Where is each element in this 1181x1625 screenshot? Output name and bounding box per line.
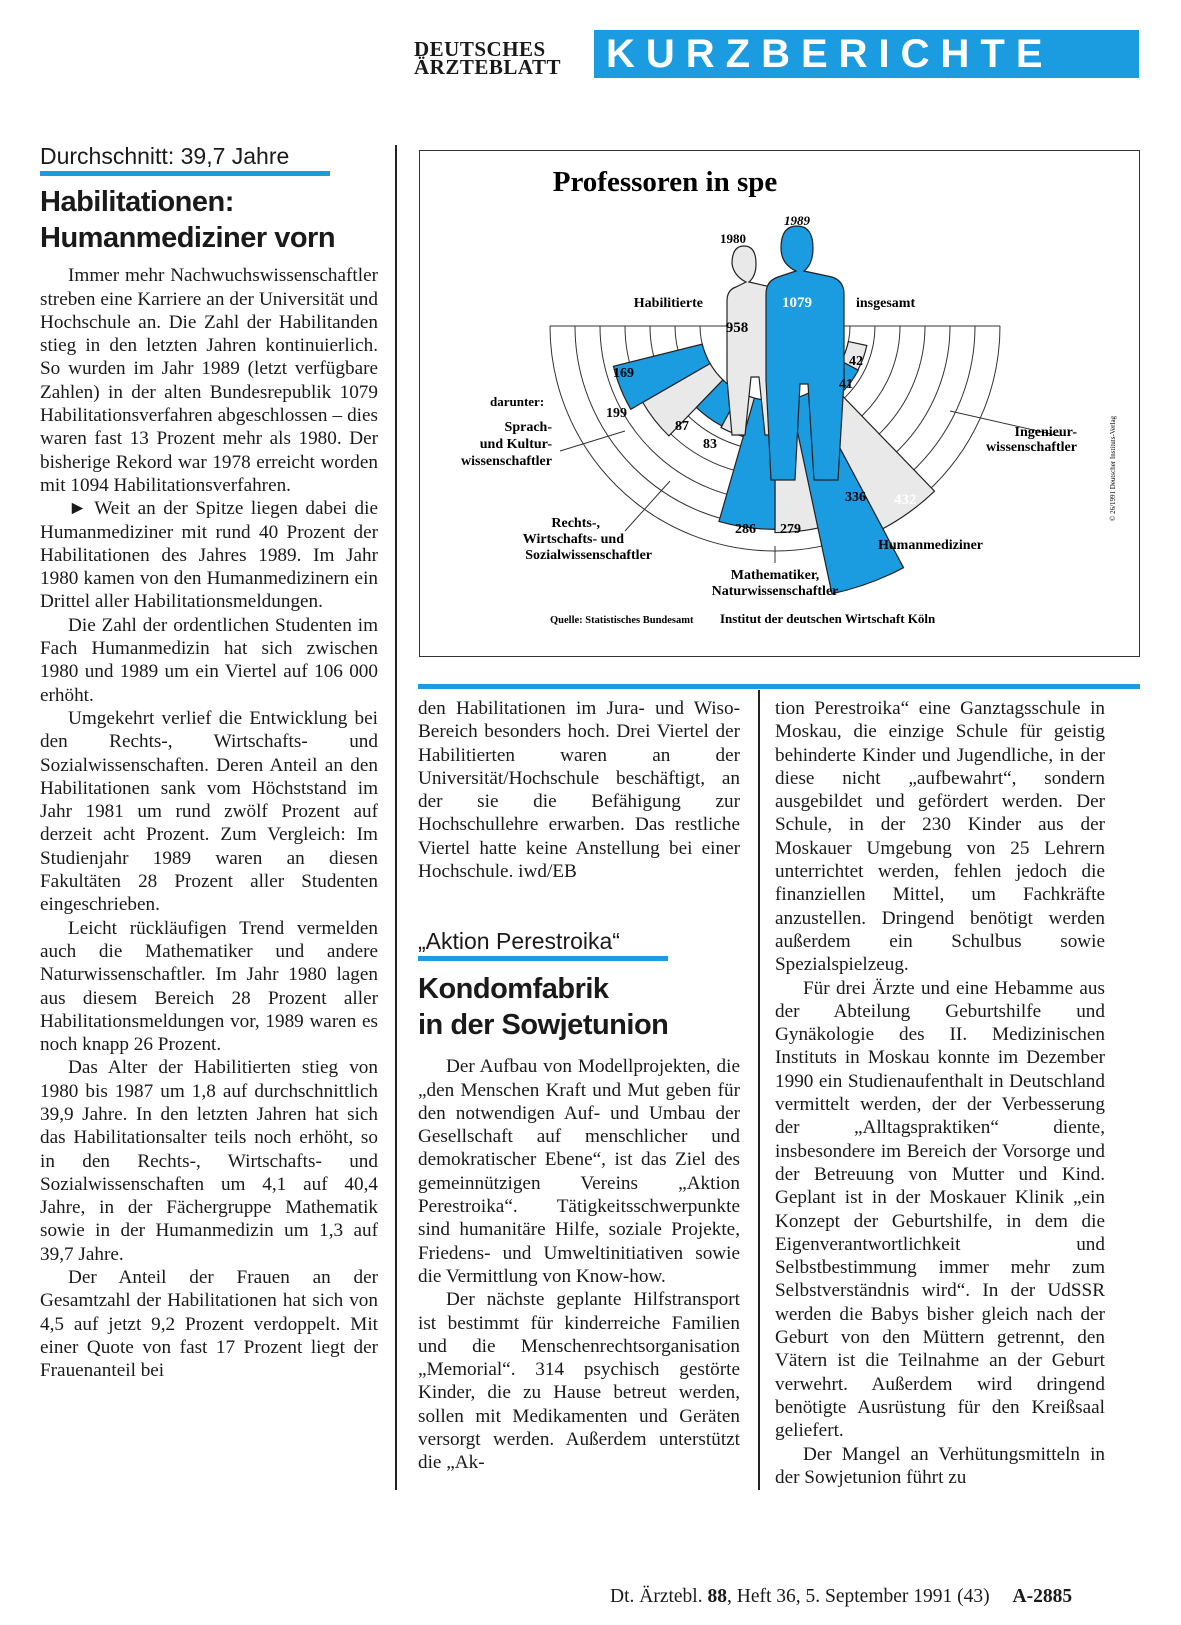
article2-paragraph: tion Perestroika“ eine Ganztagsschule in Moskau, die einzige Schule für geistig behinderte Kinder und Jugendliche, in der diese nicht „aufbewahrt“, sondern ausgebildet und gefördert werden. Der Schule, in der 230 Kinder aus der Moskauer Umgebung von 25 Lehrern unterrichtet werden, fehlen jedoch die finanziellen Mittel, um Fachkräfte anzustellen. Dringend benötigt werden außerdem ein Schulbus sowie Spezialspielzeug. [775,698,1105,976]
article1-column [40,145,378,1383]
year-1980-label: 1980 [720,231,746,246]
value-label: 41 [839,377,853,392]
year-1989-label: 1989 [784,213,810,228]
total-1980-value: 958 [725,320,749,336]
journal-masthead [414,37,578,79]
insgesamt-label: insgesamt [856,296,916,311]
value-label: 432 [894,492,917,508]
section-banner: KURZBERICHTE [594,30,1139,78]
chart-title: Professoren in spe [552,166,778,198]
column-divider [758,690,760,1490]
footer-volume: 88 [707,1586,727,1607]
value-label: 199 [606,406,627,421]
article2-column-right [775,697,1105,1489]
article1-paragraph: Leicht rückläufigen Trend vermelden auch die Mathematiker und andere Naturwissenschaftler. Im Jahr 1980 lagen aus diesem Bereich 28 Prozent aller Habilitationsmeldungen vor, 1989 waren es noch knapp 26 Prozent. [40,917,378,1056]
chart-source: Quelle: Statistisches Bundesamt [550,615,694,626]
radial-chart [420,151,1138,655]
article1-paragraph: Der Anteil der Frauen an der Gesamtzahl der Habilitationen hat sich von 4,5 auf jetzt 9,2 Prozent verdoppelt. Mit einer Quote von fast 17 Prozent liegt der Frauenanteil bei [40,1267,378,1382]
article2-kicker: „Aktion Perestroika“ [418,928,620,954]
article1-kicker: Durchschnitt: 39,7 Jahre [40,143,290,169]
article2-paragraph: Für drei Ärzte und eine Hebamme aus der Abteilung Geburtshilfe und Gynäkologie des II. Medizinischen Instituts in Moskau konnte im Dezember 1990 ein Studienaufenthalt in Deutschland vermittelt werden, der der Verbesserung der „Alltagspraktiken“ diente, insbesondere im Bereich der Vorsorge und der Betreuung von Mutter und Kind. Geplant ist in der Moskauer Klinik „ein Konzept der Geburtshilfe, in dem die Eigenverantwortlichkeit und Selbstbestimmung immer mehr zum Selbstverständnis wird“. In der UdSSR werden die Babys bisher gleich nach der Geburt von den Müttern getrennt, den Vätern ist die Teilnahme an der Geburt verwehrt. Außerdem wird dringend benötigte Ausrüstung für den Kreißsaal geliefert. [775,977,1105,1442]
value-label: 87 [675,419,689,434]
infographic-box [419,150,1140,657]
page-footer [610,1586,1072,1608]
footer-journal: Dt. Ärztebl. [610,1586,703,1607]
article2-paragraph: Der Mangel an Verhütungsmitteln in der Sowjetunion führt zu [775,1443,1105,1488]
habilitierte-label: Habilitierte [633,296,703,311]
article1-headline-line1: Habilitationen: [40,186,234,219]
value-label: 286 [735,522,756,537]
category-label-sprach: Sprach-und Kultur-wissenschaftler [461,420,552,469]
article1-paragraph: Umgekehrt verlief die Entwicklung bei den Rechts-, Wirtschafts- und Sozialwissenschaften. Deren Anteil an den Habilitationen sank vom Höchststand im Jahr 1981 um rund zwölf Prozent auf derzeit acht Prozent. Zum Vergleich: Im Studienjahr 1989 waren an diesen Fakultäten 28 Prozent aller Studenten eingeschrieben. [40,707,378,916]
total-1989-value: 1079 [782,295,812,311]
article2-headline-line2: in der Sowjetunion [418,1009,669,1042]
leader-line [625,481,670,531]
category-label-human: Humanmediziner [878,538,983,553]
category-label-mathe: Mathematiker, Naturwissenschaftler [711,568,839,599]
article1-continuation [418,697,740,883]
chart-publisher: Institut der deutschen Wirtschaft Köln [720,611,936,626]
article1-headline-line2: Humanmediziner vorn [40,222,336,255]
section-divider [418,684,1140,689]
article1-paragraph: Die Zahl der ordentlichen Studenten im Fach Humanmedizin hat sich zwischen 1980 und 1989 um ein Viertel auf 106 000 erhöht. [40,614,378,706]
article1-paragraph: ► Weit an der Spitze liegen dabei die Humanmediziner mit rund 40 Prozent der Habilitationen des Jahres 1989. Im Jahr 1980 kamen von den Humanmedizinern ein Drittel aller Habilitationsmeldungen. [40,498,378,613]
category-label-ingenieur: Ingenieur-wissenschaftler [986,425,1077,455]
kicker-bar [418,956,668,961]
category-label-rechts: Rechts-, Wirtschafts- und Sozialwissenschaftler [522,516,652,563]
article2-paragraph: Der Aufbau von Modellprojekten, die „den Menschen Kraft und Mut geben für den notwendigen Auf- und Umbau der Gesellschaft auf menschlicher und demokratischer Ebene“, ist das Ziel des gemeinnützigen Vereins „Aktion Perestroika“. Tätigkeitsschwerpunkte sind humanitäre Hilfe, soziale Projekte, Friedens- und Umweltinitiativen sowie die Vermittlung von Know-how. [418,1056,740,1287]
article2-paragraph: Der nächste geplante Hilfstransport ist bestimmt für kinderreiche Familien und die Menschenrechtsorganisation „Memorial“. 314 psychisch gestörte Kinder, die zu Hause betreut werden, sollen mit Medikamenten und Geräten versorgt werden. Außerdem unterstützt die „Ak- [418,1289,740,1474]
footer-page-number: A-2885 [1012,1586,1073,1607]
masthead-line1: DEUTSCHES [414,37,546,61]
kicker-bar [40,171,330,176]
article2-headline-line1: Kondomfabrik [418,973,609,1006]
column-divider [395,145,397,1490]
value-label: 83 [703,437,717,452]
article1-paragraph: Das Alter der Habilitierten stieg von 1980 bis 1987 um 1,8 auf durchschnittlich 39,9 Jahre. In den letzten Jahren hat sich das Habilitationsalter teils noch erhöht, so in den Rechts-, Wirtschafts- und Sozialwissenschaften um 4,1 auf 40,4 Jahre, in der Fächergruppe Mathematik sowie in der Humanmedizin um 1,3 auf 39,7 Jahre. [40,1057,378,1265]
leader-line [560,431,625,451]
darunter-label: darunter: [490,394,545,409]
chart-copyright: © 26/1991 Deutscher Instituts-Verlag [1109,415,1117,521]
value-label: 169 [613,366,634,381]
masthead-line2: ÄRZTEBLATT [414,55,561,79]
article1-continuation-text: den Habilitationen im Jura- und Wiso-Bereich besonders hoch. Drei Viertel der Habilitierten waren an der Universität/Hochschule beschäftigt, an der sie die Befähigung zur Hochschullehre erwarben. Das restliche Viertel hatte keine Anstellung bei einer Hochschule. iwd/EB [418,698,740,883]
value-label: 42 [849,354,863,369]
value-label: 336 [845,490,866,505]
footer-issue: , Heft 36, 5. September 1991 (43) [726,1586,990,1607]
article2-column-mid [418,930,740,1475]
value-label: 279 [780,522,801,537]
article1-paragraph: Immer mehr Nachwuchswissenschaftler streben eine Karriere an der Universität und Hochschule an. Die Zahl der Habilitanden stieg in den letzten Jahren kontinuierlich. So wurden im Jahr 1989 (letzt verfügbare Zahlen) in der alten Bundesrepublik 1079 Habilitationsverfahren abgeschlossen – dies waren fast 13 Prozent mehr als 1980. Der bisherige Rekord war 1978 erreicht worden mit 1094 Habilitationsverfahren. [40,265,378,496]
